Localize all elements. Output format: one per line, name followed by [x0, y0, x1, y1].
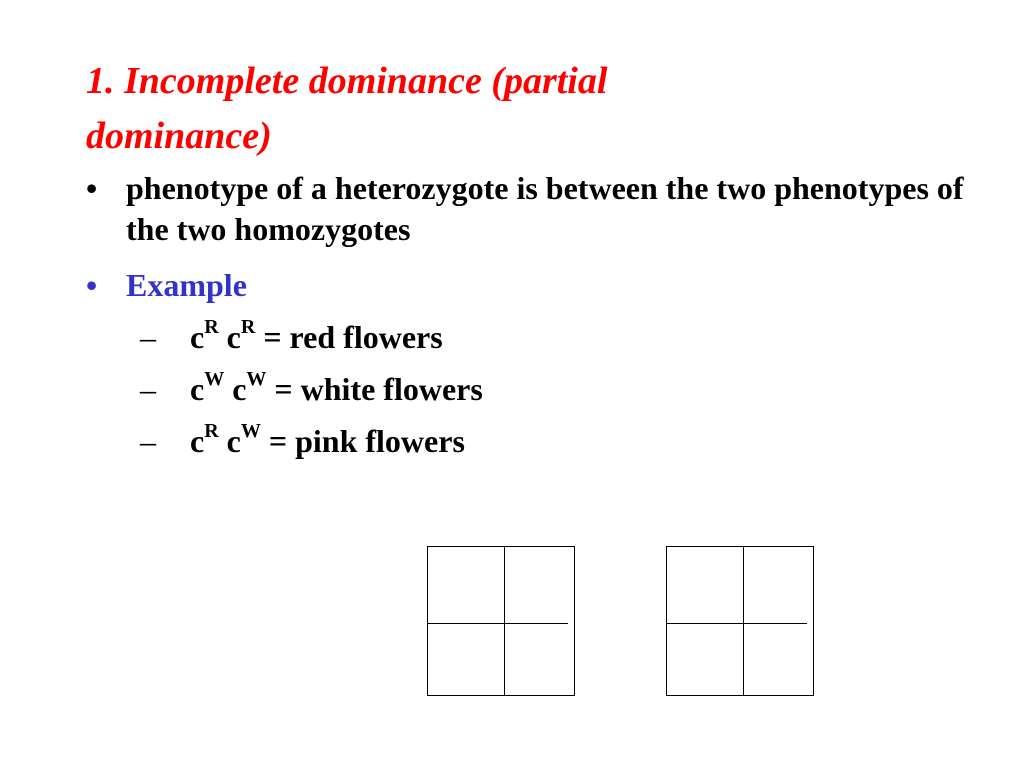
- punnett-divider-horizontal: [428, 623, 568, 624]
- allele-2: c: [232, 371, 247, 407]
- example-white: [140, 368, 483, 421]
- slide-title-line-2: dominance): [86, 115, 272, 157]
- allele-1-sup: R: [204, 420, 219, 443]
- phenotype-text: = white flowers: [266, 371, 483, 407]
- dash-marker: –: [140, 319, 156, 355]
- dash-marker: –: [140, 371, 156, 407]
- bullet-example-text: Example: [126, 267, 247, 303]
- allele-1: c: [190, 319, 205, 355]
- allele-1-sup: W: [204, 368, 225, 391]
- bullet-definition: [86, 168, 986, 250]
- bullet-marker: •: [86, 267, 98, 303]
- phenotype-text: = red flowers: [255, 319, 443, 355]
- dash-marker: –: [140, 423, 156, 459]
- allele-2-sup: W: [240, 420, 261, 443]
- punnett-divider-horizontal: [667, 623, 807, 624]
- phenotype-text: = pink flowers: [260, 423, 465, 459]
- allele-1-sup: R: [204, 316, 219, 339]
- example-red: [140, 316, 483, 369]
- example-pink: [140, 420, 483, 473]
- allele-2-sup: W: [246, 368, 267, 391]
- slide-title: [86, 54, 946, 164]
- punnett-square-right: [666, 546, 814, 696]
- allele-2: c: [226, 423, 241, 459]
- bullet-marker: •: [86, 170, 98, 206]
- allele-2: c: [226, 319, 241, 355]
- punnett-divider-vertical: [743, 547, 744, 695]
- slide-title-line-1: 1. Incomplete dominance (partial: [86, 60, 608, 102]
- bullet-example: [86, 265, 986, 306]
- bullet-list: [86, 168, 986, 321]
- bullet-definition-text: phenotype of a heterozygote is between the two phenotypes of the two homozygotes: [126, 170, 964, 247]
- allele-2-sup: R: [240, 316, 256, 339]
- example-list: [140, 316, 483, 473]
- punnett-square-left: [427, 546, 575, 696]
- allele-1: c: [190, 371, 205, 407]
- allele-1: c: [190, 423, 205, 459]
- punnett-divider-vertical: [504, 547, 505, 695]
